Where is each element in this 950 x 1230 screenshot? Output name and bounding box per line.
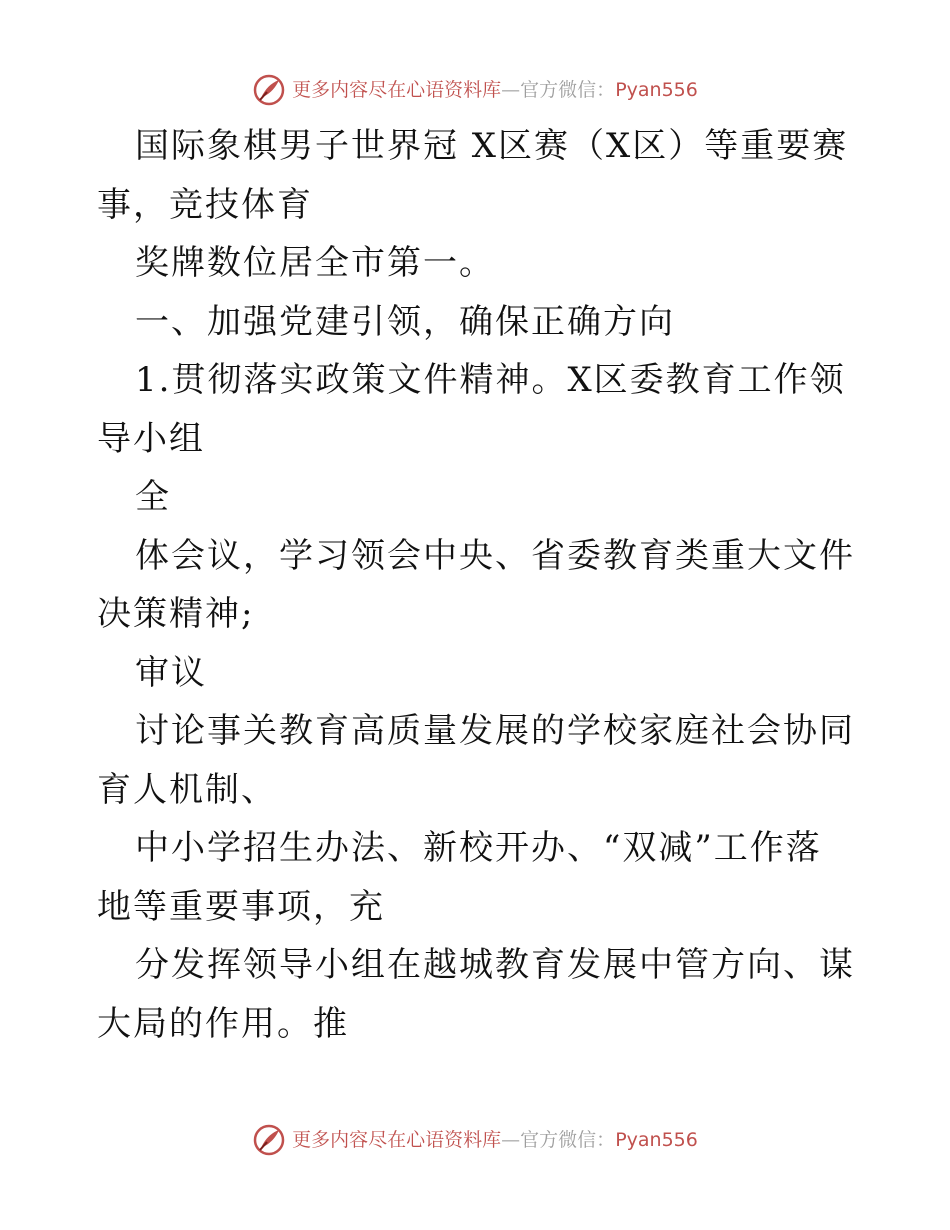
paragraph-3-section-heading: 一、加强党建引领，确保正确方向 <box>135 301 675 342</box>
paragraph-5: 全 <box>135 477 171 517</box>
watermark-wechat-label: 官方微信： <box>520 1129 616 1151</box>
watermark-main-text: 更多内容尽在心语资料库 <box>292 1129 502 1151</box>
watermark-main-text: 更多内容尽在心语资料库 <box>292 79 502 101</box>
paragraph-7: 审议 <box>135 652 207 693</box>
paragraph-10: 分发挥领导小组在越城教育发展中管方向、谋大局的作用。推 <box>97 945 855 1044</box>
paragraph-9: 中小学招生办法、新校开办、“双减”工作落地等重要事项，充 <box>97 828 822 927</box>
document-body <box>97 117 857 1053</box>
watermark-text <box>292 78 698 102</box>
watermark-wechat-id: Pyan556 <box>615 1129 698 1151</box>
watermark-wechat-label: 官方微信： <box>520 79 616 101</box>
watermark-wechat-id: Pyan556 <box>615 79 698 101</box>
paragraph-4: 1.贯彻落实政策文件精神。X区委教育工作领导小组 <box>97 360 846 459</box>
header-watermark-banner <box>0 70 950 110</box>
footer-watermark-banner <box>0 1120 950 1160</box>
paragraph-1: 国际象棋男子世界冠 X区赛（X区）等重要赛事，竞技体育 <box>97 126 849 225</box>
watermark-text <box>292 1128 698 1152</box>
feather-pen-logo-icon <box>252 73 286 107</box>
paragraph-8: 讨论事关教育高质量发展的学校家庭社会协同育人机制、 <box>97 711 855 810</box>
watermark-separator: — <box>501 79 521 101</box>
paragraph-6: 体会议，学习领会中央、省委教育类重大文件决策精神; <box>97 535 855 634</box>
paragraph-2: 奖牌数位居全市第一。 <box>135 243 495 283</box>
watermark-separator: — <box>501 1129 521 1151</box>
feather-pen-logo-icon <box>252 1123 286 1157</box>
